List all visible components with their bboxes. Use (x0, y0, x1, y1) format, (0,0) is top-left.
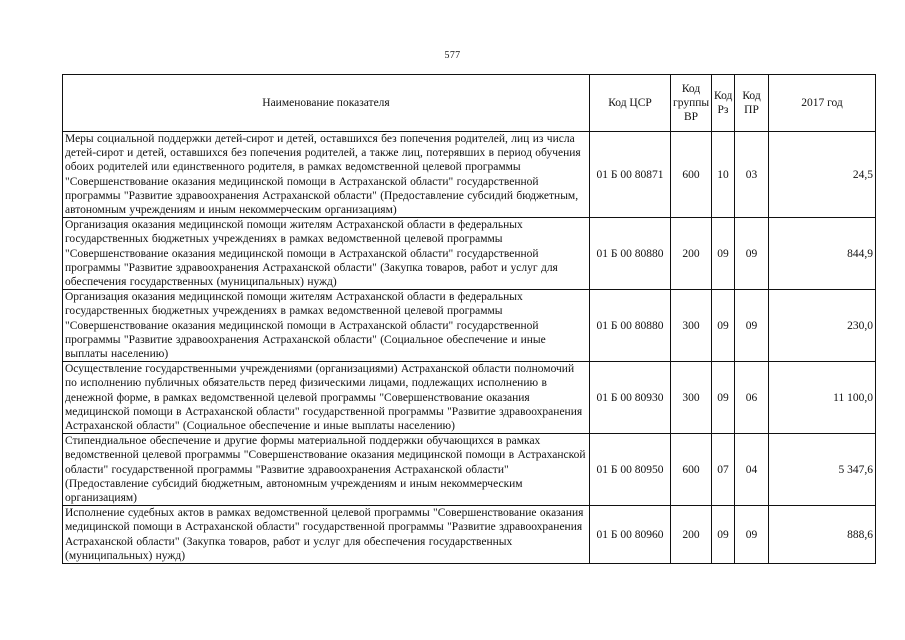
header-year: 2017 год (769, 75, 876, 132)
row-csr-code: 01 Б 00 80930 (590, 362, 671, 434)
row-name: Организация оказания медицинской помощи жителям Астраханской области в федеральных государственных бюджетных учреждениях в рамках ведомственной целевой программы "Совершенствование оказания медицинской помощи в Астраханской области" государственной программы "Развитие здравоохранения Астраханской области" (Закупка товаров, работ и услуг для обеспечения государственных (муниципальных) нужд) (63, 218, 590, 290)
budget-table (62, 74, 876, 564)
table-row (63, 218, 876, 290)
table-row (63, 434, 876, 506)
row-rz-code: 09 (712, 218, 735, 290)
row-vr-code: 300 (671, 362, 712, 434)
header-csr-code: Код ЦСР (590, 75, 671, 132)
header-rz-code: Код Рз (712, 75, 735, 132)
row-csr-code: 01 Б 00 80950 (590, 434, 671, 506)
table-row (63, 506, 876, 564)
row-rz-code: 07 (712, 434, 735, 506)
row-csr-code: 01 Б 00 80871 (590, 132, 671, 218)
header-vr-code: Код группы ВР (671, 75, 712, 132)
row-name: Осуществление государственными учреждениями (организациями) Астраханской области полномочий по исполнению публичных обязательств перед физическими лицами, подлежащих исполнению в денежной форме, в рамках ведомственной целевой программы "Совершенствование оказания медицинской помощи в Астраханской области" государственной программы "Развитие здравоохранения Астраханской области" (Социальное обеспечение и иные выплаты населению) (63, 362, 590, 434)
row-amount: 888,6 (769, 506, 876, 564)
row-rz-code: 09 (712, 362, 735, 434)
row-csr-code: 01 Б 00 80960 (590, 506, 671, 564)
row-vr-code: 300 (671, 290, 712, 362)
row-name: Исполнение судебных актов в рамках ведомственной целевой программы "Совершенствование оказания медицинской помощи в Астраханской области" государственной программы "Развитие здравоохранения Астраханской области" (Закупка товаров, работ и услуг для обеспечения государственных (муниципальных) нужд) (63, 506, 590, 564)
row-amount: 5 347,6 (769, 434, 876, 506)
row-pr-code: 09 (735, 218, 769, 290)
row-amount: 230,0 (769, 290, 876, 362)
row-name: Меры социальной поддержки детей-сирот и детей, оставшихся без попечения родителей, лиц из числа детей-сирот и детей, оставшихся без попечения родителей, а также лиц, потерявших в период обучения обоих родителей или единственного родителя, в рамках ведомственной целевой программы "Совершенствование оказания медицинской помощи в Астраханской области" государственной программы "Развитие здравоохранения Астраханской области" (Предоставление субсидий бюджетным, автономным учреждениям и иным некоммерческим организациям) (63, 132, 590, 218)
table-row (63, 132, 876, 218)
row-vr-code: 600 (671, 132, 712, 218)
row-vr-code: 200 (671, 218, 712, 290)
row-csr-code: 01 Б 00 80880 (590, 290, 671, 362)
row-vr-code: 200 (671, 506, 712, 564)
row-name: Стипендиальное обеспечение и другие формы материальной поддержки обучающихся в рамках ведомственной целевой программы "Совершенствование оказания медицинской помощи в Астраханской области" государственной программы "Развитие здравоохранения Астраханской области" (Предоставление субсидий бюджетным, автономным учреждениям и иным некоммерческим организациям) (63, 434, 590, 506)
row-rz-code: 09 (712, 290, 735, 362)
row-pr-code: 06 (735, 362, 769, 434)
row-pr-code: 09 (735, 506, 769, 564)
row-amount: 24,5 (769, 132, 876, 218)
table-header-row (63, 75, 876, 132)
row-csr-code: 01 Б 00 80880 (590, 218, 671, 290)
row-rz-code: 10 (712, 132, 735, 218)
row-pr-code: 03 (735, 132, 769, 218)
row-rz-code: 09 (712, 506, 735, 564)
row-vr-code: 600 (671, 434, 712, 506)
row-name: Организация оказания медицинской помощи жителям Астраханской области в федеральных государственных бюджетных учреждениях в рамках ведомственной целевой программы "Совершенствование оказания медицинской помощи в Астраханской области" государственной программы "Развитие здравоохранения Астраханской области" (Социальное обеспечение и иные выплаты населению) (63, 290, 590, 362)
table-row (63, 362, 876, 434)
row-pr-code: 09 (735, 290, 769, 362)
header-pr-code: Код ПР (735, 75, 769, 132)
row-pr-code: 04 (735, 434, 769, 506)
header-name: Наименование показателя (63, 75, 590, 132)
page-number: 577 (444, 50, 461, 61)
table-row (63, 290, 876, 362)
row-amount: 11 100,0 (769, 362, 876, 434)
row-amount: 844,9 (769, 218, 876, 290)
